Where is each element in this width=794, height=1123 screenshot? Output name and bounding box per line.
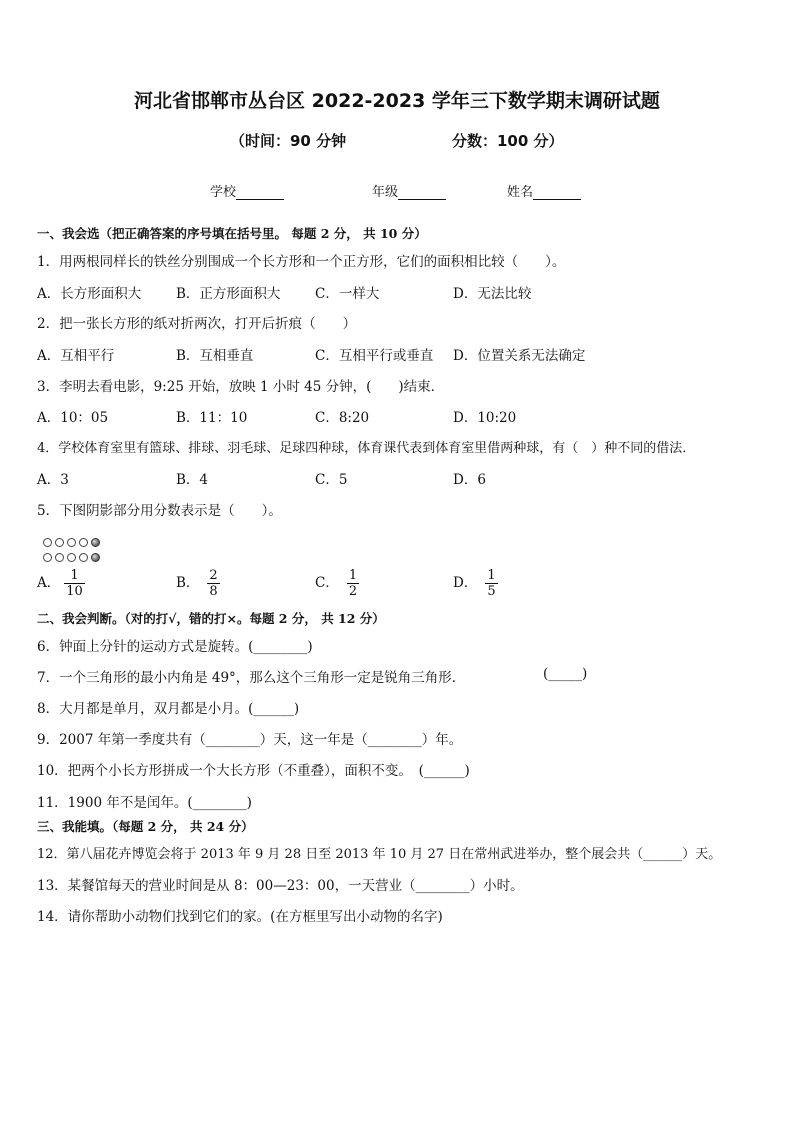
q1-option-d: D．无法比较 <box>453 286 532 302</box>
fraction <box>207 568 219 599</box>
fraction-numerator: 1 <box>487 568 496 583</box>
name-label: 姓名 <box>507 185 534 200</box>
q2-option-c: C．互相平行或垂直 <box>315 348 434 364</box>
question-1: 1．用两根同样长的铁丝分别围成一个长方形和一个正方形，它们的面积相比较（ ）。 <box>37 254 566 270</box>
circle-icon <box>79 538 88 547</box>
name-blank[interactable] <box>533 187 581 200</box>
grade-field <box>372 181 446 200</box>
fraction <box>347 568 359 599</box>
q4-option-b: B．4 <box>176 472 209 488</box>
fraction-numerator: 2 <box>209 568 218 583</box>
question-11: 11．1900 年不是闰年。(________) <box>37 795 252 811</box>
question-9: 9．2007 年第一季度共有（________）天，这一年是（________）年。 <box>37 732 463 748</box>
exam-meta <box>230 130 590 152</box>
page-title: 河北省邯郸市丛台区 2022-2023 学年三下数学期末调研试题 <box>134 90 660 112</box>
shaded-circle-icon <box>91 538 100 547</box>
section-3-heading: 三、我能填。（每题 2 分， 共 24 分） <box>37 819 254 834</box>
circle-icon <box>43 538 52 547</box>
question-14: 14．请你帮助小动物们找到它们的家。(在方框里写出小动物的名字) <box>37 909 443 925</box>
q5-option-c <box>315 568 359 599</box>
circle-icon <box>67 538 76 547</box>
circle-icon <box>55 553 64 562</box>
circle-icon <box>79 553 88 562</box>
shaded-circle-icon <box>91 553 100 562</box>
circle-icon <box>67 553 76 562</box>
q3-option-d: D．10:20 <box>453 410 517 426</box>
section-2-heading: 二、我会判断。（对的打√，错的打×。每题 2 分， 共 12 分） <box>37 611 385 626</box>
q3-option-c: C．8:20 <box>315 410 370 426</box>
question-10: 10．把两个小长方形拼成一个大长方形（不重叠），面积不变。 (______) <box>37 763 470 779</box>
fraction-denominator: 10 <box>66 584 83 599</box>
school-blank[interactable] <box>236 187 284 200</box>
question-2: 2．把一张长方形的纸对折两次，打开后折痕（ ） <box>37 316 357 332</box>
fraction-numerator: 1 <box>64 568 85 584</box>
question-7: 7．一个三角形的最小内角是 49°，那么这个三角形一定是锐角三角形． <box>37 670 466 686</box>
fraction-denominator: 8 <box>209 584 218 599</box>
q4-option-a: A．3 <box>37 472 69 488</box>
q2-option-a: A．互相平行 <box>37 348 115 364</box>
q5-option-b-label: B． <box>176 575 200 591</box>
q4-option-d: D．6 <box>453 472 486 488</box>
circle-icon <box>43 553 52 562</box>
exam-score: 分数：100 分） <box>452 132 564 150</box>
grade-blank[interactable] <box>398 187 446 200</box>
question-8: 8．大月都是单月，双月都是小月。(______) <box>37 701 300 717</box>
fraction <box>485 568 497 599</box>
q1-option-c: C．一样大 <box>315 286 380 302</box>
grade-label: 年级 <box>372 185 399 200</box>
exam-time: （时间：90 分钟 <box>230 132 347 150</box>
circle-icon <box>55 538 64 547</box>
fraction-denominator: 5 <box>487 584 496 599</box>
q3-option-a: A．10：05 <box>37 410 109 426</box>
q1-option-b: B．正方形面积大 <box>176 286 281 302</box>
question-12: 12．第八届花卉博览会将于 2013 年 9 月 28 日至 2013 年 10 月 27 日在常州武进举办，整个展会共（______）天。 <box>37 847 722 862</box>
q5-option-d-label: D． <box>453 575 478 591</box>
question-6: 6．钟面上分针的运动方式是旋转。(________) <box>37 639 313 655</box>
question-3: 3．李明去看电影，9:25 开始，放映 1 小时 45 分钟，( )结束． <box>37 379 445 395</box>
q2-option-d: D．位置关系无法确定 <box>453 348 586 364</box>
fraction-numerator: 1 <box>348 568 358 583</box>
school-field <box>210 181 284 200</box>
q1-option-a: A．长方形面积大 <box>37 286 142 302</box>
q5-option-a <box>37 568 85 599</box>
q3-option-b: B．11：10 <box>176 410 248 426</box>
q7-answer-blank[interactable]: (_____) <box>543 666 588 682</box>
question-4: 4．学校体育室里有篮球、排球、羽毛球、足球四种球，体育课代表到体育室里借两种球，有（ ）种不同的借法． <box>37 441 696 456</box>
q5-option-c-label: C． <box>315 575 339 591</box>
fraction-denominator: 2 <box>348 584 358 599</box>
section-1-heading: 一、我会选（把正确答案的序号填在括号里。 每题 2 分， 共 10 分） <box>37 226 427 241</box>
question-5: 5．下图阴影部分用分数表示是（ ）。 <box>37 503 282 519</box>
school-label: 学校 <box>210 185 237 200</box>
q2-option-b: B．互相垂直 <box>176 348 254 364</box>
q4-option-c: C．5 <box>315 472 348 488</box>
question-13: 13．某餐馆每天的营业时间是从 8：00—23：00，一天营业（________）小时。 <box>37 878 524 894</box>
q5-option-b <box>176 568 220 599</box>
circle-row-2 <box>43 547 103 566</box>
q5-option-d <box>453 568 498 599</box>
name-field <box>507 181 581 200</box>
q5-option-a-label: A． <box>37 575 61 591</box>
fraction <box>64 568 85 599</box>
